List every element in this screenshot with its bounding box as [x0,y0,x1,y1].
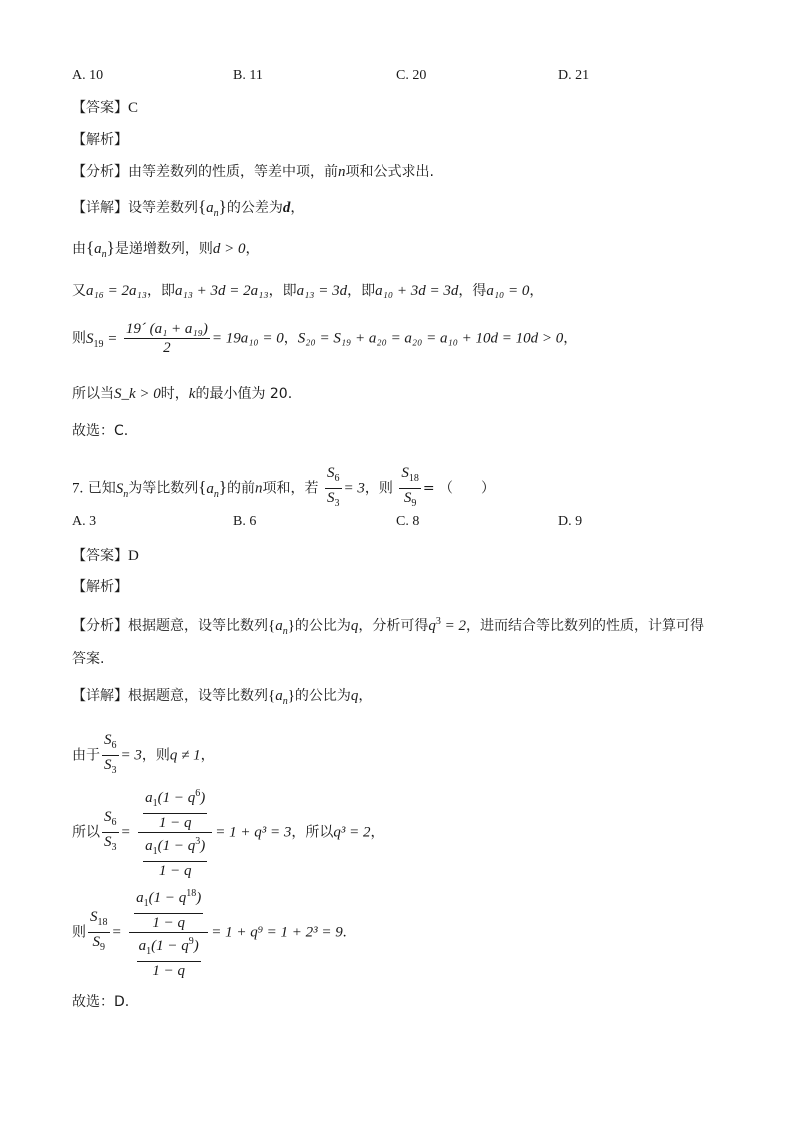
q7-line-q-not-one: 由于 $\frac{S_6}{S_3}$ = 3，则q ≠ 1， [72,731,215,780]
q7-fraction-s18-s9: $\frac{S_{18}}{S_9}$ [90,909,108,953]
q6-line-conclusion: 所以当S_k > 0时，k的最小值为 20. [72,386,293,402]
q7-choose: 故选：D. [72,994,130,1010]
q7-answer: 【答案】D [72,548,139,564]
q7-fraction-s6-s3-b: $\frac{S_6}{S_3}$ [104,809,117,853]
q6-line-sum: 则$S_{19}$ = $\frac{\text{19´ (a₁ + a₁₉)}}{2}$ = 19a₁₀ = 0，S₂₀ = S₁₉ + a₂₀ = a₂₀ = a₁₀ + 10d = 10d > 0， [72,321,578,356]
q6-xiangjie: 【详解】设等差数列$\{a_n\}$的公差为d， [72,197,305,219]
q7-choice-b: B. 6 [233,514,257,529]
q7-choice-c: C. 8 [396,514,420,529]
q7-fraction-s6-s3: $\frac{S_6}{S_3}$ [104,732,117,776]
q7-stem-fraction-s18-s9: $\frac{S_{18}}{S_9}$ [401,465,419,509]
q7-line-q3: 所以 $\frac{S_6}{S_3}$ = $\frac{\frac{a_1(1 - q^6)}{1 - q}}{\frac{a_1(1 - q^3)}{1 - q}}$ = 1 + q³ = 3，所以q³ = 2， [72,785,384,880]
q7-complex-fraction-6-3: $\frac{\frac{a_1(1 - q^6)}{1 - q}}{\frac{a_1(1 - q^3)}{1 - q}}$ [138,785,212,880]
q6-sum-fraction: $\frac{\text{19´ (a₁ + a₁₉)}}{2}$ [125,321,208,356]
q7-fenxi-cont: 答案. [72,651,105,667]
q7-line-result: 则 $\frac{S_{18}}{S_9}$ = $\frac{\frac{a_1(1 - q^{18})}{1 - q}}{\frac{a_1(1 - q^9)}{1 - q}}$ = 1 + q⁹ = 1 + 2³ = 9. [72,885,347,980]
q6-line-increasing: 由$\{a_n\}$是递增数列，则d > 0， [72,238,260,260]
q7-complex-fraction-18-9: $\frac{\frac{a_1(1 - q^{18})}{1 - q}}{\frac{a_1(1 - q^9)}{1 - q}}$ [129,885,208,980]
q6-choice-c: C. 20 [396,68,427,83]
q7-choice-a: A. 3 [72,514,97,529]
q6-choice-b: B. 11 [233,68,263,83]
q6-choice-d: D. 21 [558,68,590,83]
q7-fenxi: 【分析】根据题意，设等比数列$\{a_n\}$的公比为q，分析可得$q^3 = 2$，进而结合等比数列的性质，计算可得 [72,616,705,637]
q6-answer: 【答案】C [72,100,139,116]
q7-xiangjie: 【详解】根据题意，设等比数列$\{a_n\}$的公比为q， [72,688,373,707]
q6-choose: 故选：C. [72,423,129,439]
q7-analysis-heading: 【解析】 [72,579,128,595]
q6-line-derivation: 又a₁₆ = 2a₁₃，即a₁₃ + 3d = 2a₁₃，即a₁₃ = 3d，即a₁₀ + 3d = 3d，得a₁₀ = 0， [72,283,544,299]
q6-choice-a: A. 10 [72,68,104,83]
q6-analysis-heading: 【解析】 [72,132,128,148]
q7-stem: 7. 已知$S_n$为等比数列$\{a_n\}$的前n项和，若 $\frac{S_6}{S_3}$ = 3，则 $\frac{S_{18}}{S_9}$ = （ ） [72,464,495,513]
q7-choice-d: D. 9 [558,514,583,529]
q6-fenxi: 【分析】由等差数列的性质，等差中项，前n项和公式求出. [72,164,434,180]
q7-stem-fraction-s6-s3: $\frac{S_6}{S_3}$ [327,465,340,509]
